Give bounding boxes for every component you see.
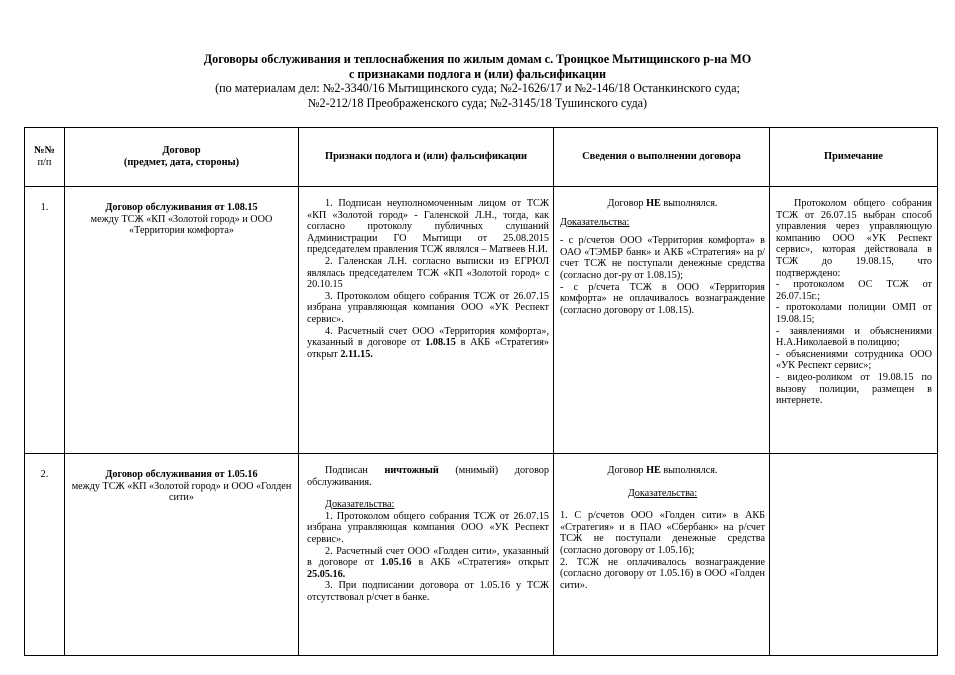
execution-not: НЕ [646,198,661,209]
execution-text: выполнялся. [660,198,718,209]
evidence-label: Доказательства: [325,499,395,511]
signs-cell [299,454,554,656]
signs-cell [299,187,554,454]
signs-text: 2. Расчетный счет ООО «Голден сити», указанный в договоре от [307,545,549,569]
execution-cell [554,187,770,454]
header-number [25,128,65,187]
signs-item: 3. При подписании договора от 1.05.16 у ТСЖ отсутствовал р/счет в банке. [307,580,549,603]
signs-date: 1.08.15 [425,337,456,349]
header-note: Примечание [770,128,938,187]
row-number: 2. [25,454,65,656]
contracts-table [24,127,938,656]
contract-title: Договор обслуживания от 1.08.15 [105,202,258,213]
note-item: - протоколом ОС ТСЖ от 26.07.15г.; [776,279,932,302]
signs-item [307,326,549,361]
evidence-item: - с р/счетов ООО «Территория комфорта» в ОАО «ТЭМБР банк» и АКБ «Стратегия» на р/счет ТСЖ не поступали денежные средства (согласно дог-ру от 1.08.15); [560,235,765,281]
table-row [25,187,938,454]
signs-text: в АКБ «Стратегия» открыт [307,337,549,360]
signs-item: 2. Галенская Л.Н. согласно выписки из ЕГРЮЛ являлась председателем ТСЖ «КП «Золотой город» с 20.10.15 [307,255,549,291]
evidence-item: - с р/счета ТСЖ в ООО «Территория комфорта» не оплачивалось вознаграждение (согласно договору от 1.08.15). [560,281,765,316]
evidence-label: Доказательства: [627,487,698,499]
signs-null: ничтожный [384,465,439,476]
note-item: - заявлениями и объяснениями Н.А.Николаевой в полицию; [776,325,932,349]
signs-date: 1.05.16 [380,557,412,569]
contract-cell [65,454,299,656]
contract-parties: между ТСЖ «КП «Золотой город» и ООО «Территория комфорта» [90,213,273,237]
header-contract-line-2: (предмет, дата, стороны) [123,157,240,168]
spacer [307,488,549,499]
evidence-item: 2. ТСЖ не оплачивалось вознаграждение (согласно договору от 1.05.16) в ООО «Голден сити». [560,556,765,591]
spacer [560,228,765,235]
signs-item: 3. Протоколом общего собрания ТСЖ от 26.07.15 избрана управляющая компания ООО «УК Респект сервис». [307,290,549,325]
execution-cell [554,454,770,656]
execution-text: Договор [607,465,647,476]
spacer [560,210,765,217]
execution-not: НЕ [646,465,661,476]
row-number: 1. [25,187,65,454]
signs-date: 25.05.16. [307,568,346,580]
document-title-line-2: с признаками подлога и (или) фальсификации [348,66,607,81]
note-item: - объяснениями сотрудника ООО «УК Респект сервис»; [776,348,932,372]
execution-text: Договор [607,198,647,209]
document-subtitle-line-1: (по материалам дел: №2-3340/16 Мытищинского суда; №2-1626/17 и №2-146/18 Останкинского суда; [215,81,740,96]
contract-cell [65,187,299,454]
execution-status [560,198,765,210]
document-subtitle-line-2: №2-212/18 Преображенского суда; №2-3145/18 Тушинского суда) [307,95,648,110]
header-contract [65,128,299,187]
header-signs: Признаки подлога и (или) фальсификации [299,128,554,187]
contract-title: Договор обслуживания от 1.05.16 [105,469,258,480]
evidence-item: 1. С р/счетов ООО «Голден сити» в АКБ «Стратегия» и в ПАО «Сбербанк» на р/счет ТСЖ не поступали денежные средства (согласно договору от 1.05.16); [560,510,765,556]
note-cell [770,187,938,454]
note-intro: Протоколом общего собрания ТСЖ от 26.07.15 выбран способ управления через управляющую компанию ООО «УК Респект сервис», которая действовала в ТСЖ до 19.08.15, что подтверждено: [776,198,932,279]
execution-text: выполнялся. [660,465,718,476]
signs-intro [307,465,549,488]
evidence-label: Доказательства: [560,216,630,228]
document-title-line-1: Договоры обслуживания и теплоснабжения по жилым домам с. Троицкое Мытищинского р-на МО [203,52,752,66]
signs-text: 4. Расчетный счет ООО «Территория комфорта», указанный в договоре от [307,325,549,349]
spacer [560,499,765,510]
document-header [0,52,955,110]
signs-text: в АКБ «Стратегия» открыт [411,557,550,569]
header-contract-line-1: Договор [162,144,201,156]
note-item: - протоколами полиции ОМП от 19.08.15; [776,302,932,325]
signs-text: Подписан [325,465,385,476]
contract-parties: между ТСЖ «КП «Золотой город» и ООО «Голден сити» [71,480,292,504]
table-row [25,454,938,656]
signs-item: 1. Подписан неуполномоченным лицом от ТСЖ «КП «Золотой город» - Галенской Л.Н., тогда, как согласно протоколу публичных слушаний Администрации ГО Мытищи от 25.08.2015 председателем правления ТСЖ являлся – Матвеев Н.И. [307,198,549,256]
signs-text: (мнимый) договор обслуживания. [307,465,549,488]
header-number-line-2: п/п [37,157,52,168]
table-header-row [25,128,938,187]
header-number-line-1: №№ [34,144,55,156]
signs-date: 2.11.15. [340,348,373,360]
note-item: - видео-роликом от 19.08.15 по вызову полиции, размещен в интернете. [776,371,932,407]
note-cell [770,454,938,656]
spacer [560,477,765,488]
signs-item [307,546,549,581]
execution-status [560,465,765,477]
signs-item: 1. Протоколом общего собрания ТСЖ от 26.07.15 избрана управляющая компания ООО «УК Респект сервис». [307,510,549,545]
header-execution: Сведения о выполнении договора [554,128,770,187]
